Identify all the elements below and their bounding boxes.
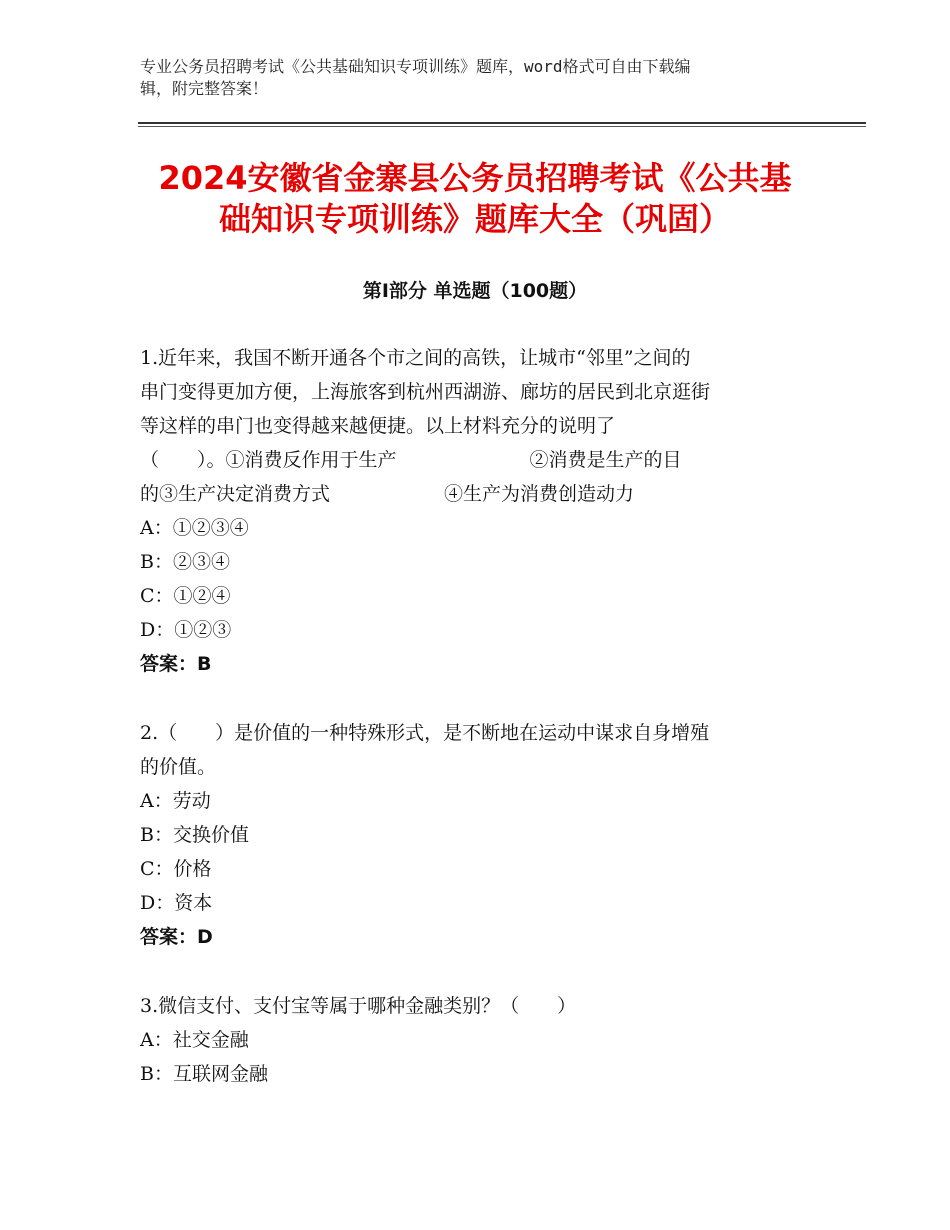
header-note-line: 辑，附完整答案！ — [140, 79, 269, 98]
question-2 — [140, 716, 800, 954]
header-note — [140, 56, 800, 100]
answer-line: 答案：B — [140, 653, 212, 675]
title-line: 2024安徽省金寨县公务员招聘考试《公共基 — [158, 159, 792, 197]
question-text-line: 的③生产决定消费方式 ④生产为消费创造动力 — [140, 483, 635, 505]
option-a: A：社交金融 — [140, 1029, 249, 1051]
header-note-line: 专业公务员招聘考试《公共基础知识专项训练》题库，word格式可自由下载编 — [140, 57, 691, 76]
option-c: C：价格 — [140, 858, 212, 880]
question-text-line: 等这样的串门也变得越来越便捷。以上材料充分的说明了 — [140, 415, 616, 437]
option-c: C：①②④ — [140, 585, 231, 607]
question-text-line: 的价值。 — [140, 756, 217, 778]
question-1 — [140, 341, 800, 681]
document-title — [120, 158, 830, 240]
question-text-line: 2.（ ）是价值的一种特殊形式，是不断地在运动中谋求自身增殖 — [140, 722, 710, 744]
question-3 — [140, 989, 800, 1091]
option-d: D：资本 — [140, 892, 213, 914]
option-a: A：①②③④ — [140, 517, 249, 539]
option-b: B：交换价值 — [140, 824, 249, 846]
option-b: B：②③④ — [140, 551, 230, 573]
header-divider — [138, 122, 866, 124]
answer-line: 答案：D — [140, 926, 213, 948]
option-d: D：①②③ — [140, 619, 232, 641]
option-b: B：互联网金融 — [140, 1063, 268, 1085]
question-text-line: 串门变得更加方便，上海旅客到杭州西湖游、廊坊的居民到北京逛街 — [140, 381, 711, 403]
title-line: 础知识专项训练》题库大全（巩固） — [218, 200, 731, 238]
section-title: 第Ⅰ部分 单选题（100题） — [362, 280, 588, 302]
option-a: A：劳动 — [140, 790, 211, 812]
header-divider-thin — [138, 126, 866, 127]
question-text-line: （ ）。①消费反作用于生产 ②消费是生产的目 — [140, 449, 682, 471]
question-text-line: 3.微信支付、支付宝等属于哪种金融类别？（ ） — [140, 995, 577, 1017]
question-text-line: 1.近年来，我国不断开通各个市之间的高铁，让城市“邻里”之间的 — [140, 347, 691, 369]
